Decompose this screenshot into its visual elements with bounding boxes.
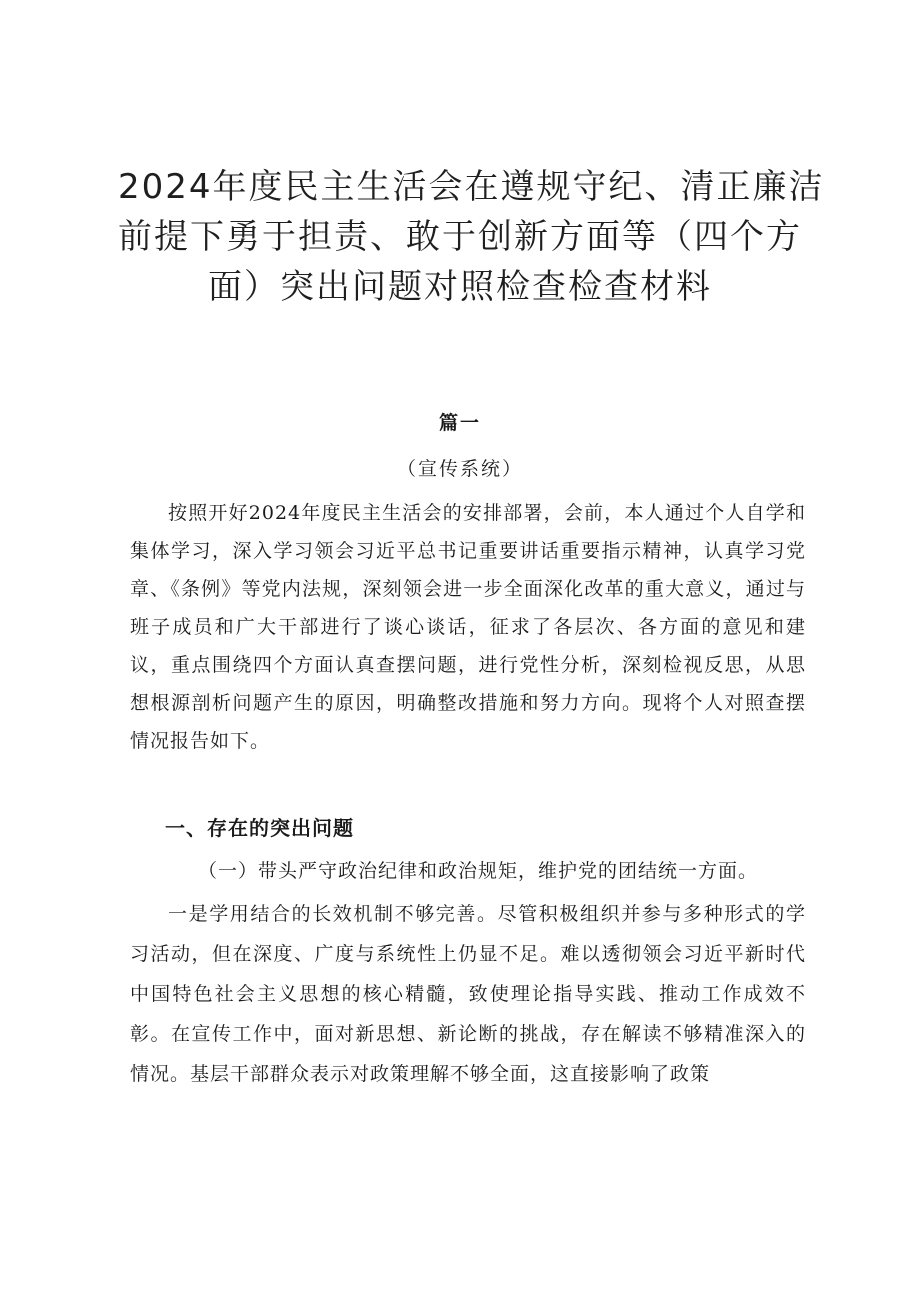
intro-paragraph: 按照开好2024年度民主生活会的安排部署，会前，本人通过个人自学和集体学习，深入学习领会习近平总书记重要讲话重要指示精神，认真学习党章、《条例》等党内法规，深刻领会进一步全面深化改革的重大意义，通过与班子成员和广大干部进行了谈心谈话，征求了各层次、各方面的意见和建议，重点围绕四个方面认真查摆问题，进行党性分析，深刻检视反思，从思想根源剖析问题产生的原因，明确整改措施和努力方向。现将个人对照查摆情况报告如下。 — [130, 502, 806, 752]
document-title — [118, 162, 825, 312]
title-line-1: 2024年度民主生活会在遵规守纪、清正廉洁 — [118, 167, 825, 207]
subsection-heading: （一）带头严守政治纪律和政治规矩，维护党的团结统一方面。 — [198, 860, 759, 882]
body-paragraph: 一是学用结合的长效机制不够完善。尽管积极组织并参与多种形式的学习活动，但在深度、广度与系统性上仍显不足。难以透彻领会习近平新时代中国特色社会主义思想的核心精髓，致使理论指导实践、推动工作成效不彰。在宣传工作中，面对新思想、新论断的挑战，存在解读不够精准深入的情况。基层干部群众表示对政策理解不够全面，这直接影响了政策 — [130, 903, 806, 1085]
title-line-3: 面）突出问题对照检查检查材料 — [208, 267, 712, 307]
title-line-2: 前提下勇于担责、敢于创新方面等（四个方 — [118, 217, 802, 257]
part-label: 篇一 — [438, 412, 481, 434]
section-heading: 一、存在的突出问题 — [165, 816, 354, 840]
system-label: （宣传系统） — [396, 458, 523, 480]
